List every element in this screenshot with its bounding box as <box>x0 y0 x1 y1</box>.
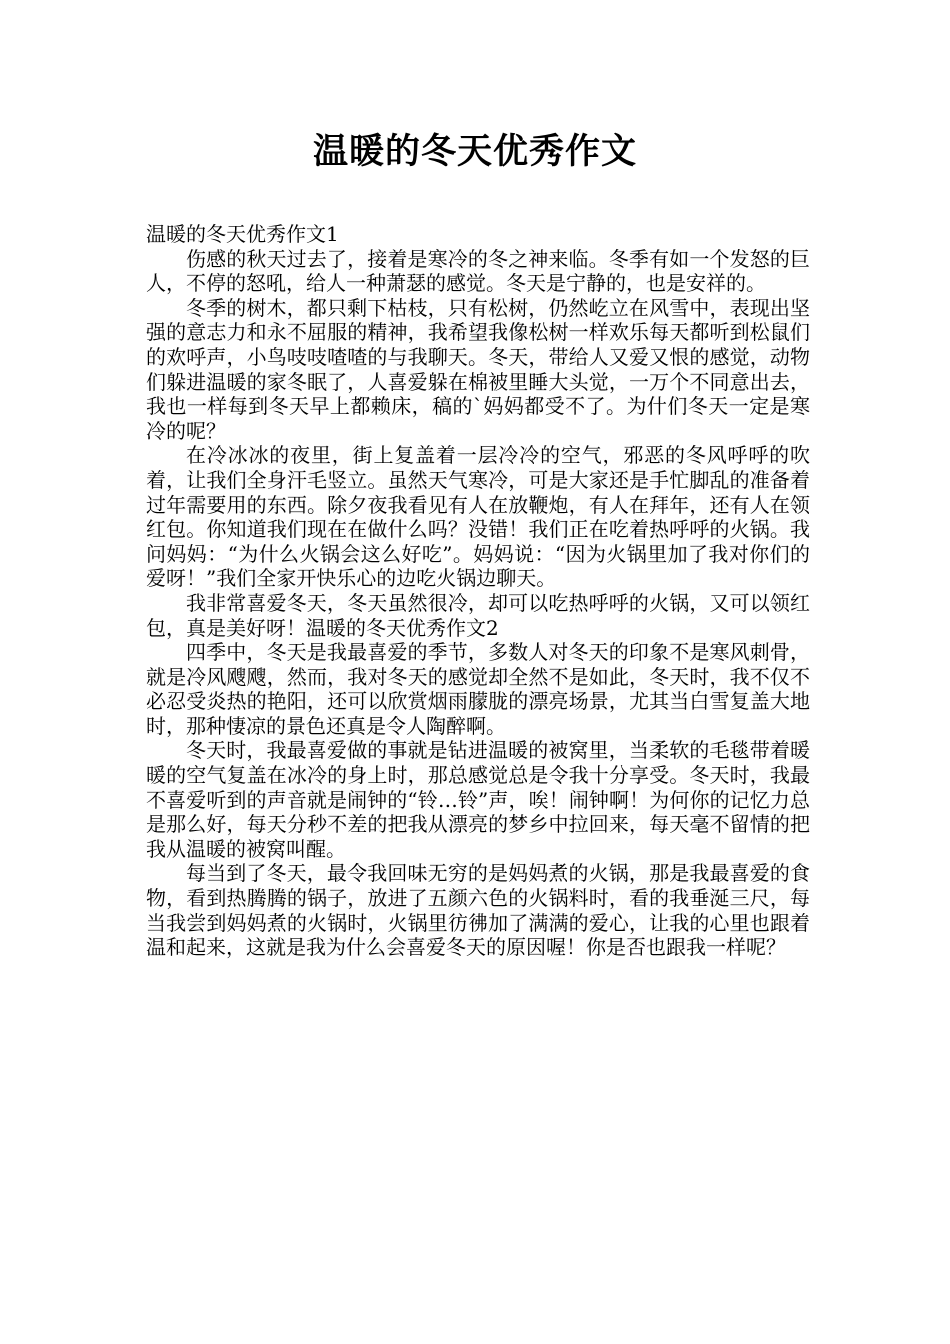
paragraph: 冬天时，我最喜爱做的事就是钻进温暖的被窝里，当柔软的毛毯带着暖暖的空气复盖在冰冷的身上时，那总感觉总是令我十分享受。冬天时，我最不喜爱听到的声音就是闹钟的“铃…铃”声，唉！闹钟啊！为何你的记忆力总是那么好，每天分秒不差的把我从漂亮的梦乡中拉回来，每天毫不留情的把我从温暖的被窝叫醒。 <box>146 738 810 861</box>
paragraph: 伤感的秋天过去了，接着是寒冷的冬之神来临。冬季有如一个发怒的巨人，不停的怒吼，给人一种萧瑟的感觉。冬天是宁静的，也是安祥的。 <box>146 246 810 296</box>
paragraph: 在冷冰冰的夜里，街上复盖着一层冷冷的空气，邪恶的冬风呼呼的吹着，让我们全身汗毛竖立。虽然天气寒冷，可是大家还是手忙脚乱的准备着过年需要用的东西。除夕夜我看见有人在放鞭炮，有人在拜年，还有人在领红包。你知道我们现在在做什么吗？没错！我们正在吃着热呼呼的火锅。我问妈妈：“为什么火锅会这么好吃”。妈妈说：“因为火锅里加了我对你们的爱呀！”我们全家开快乐心的边吃火锅边聊天。 <box>146 443 810 591</box>
document-body <box>146 222 810 960</box>
paragraph: 温暖的冬天优秀作文1 <box>146 222 339 246</box>
paragraph: 冬季的树木，都只剩下枯枝，只有松树，仍然屹立在风雪中，表现出坚强的意志力和永不屈服的精神，我希望我像松树一样欢乐每天都听到松鼠们的欢呼声，小鸟吱吱喳喳的与我聊天。冬天，带给人又爱又恨的感觉，动物们躲进温暖的家冬眠了，人喜爱躲在棉被里睡大头觉，一万个不同意出去，我也一样每到冬天早上都赖床，稿的`妈妈都受不了。为什们冬天一定是寒冷的呢？ <box>146 295 810 443</box>
document-title: 温暖的冬天优秀作文 <box>312 132 637 172</box>
paragraph: 四季中，冬天是我最喜爱的季节，多数人对冬天的印象不是寒风刺骨，就是冷风飕飕，然而，我对冬天的感觉却全然不是如此，冬天时，我不仅不必忍受炎热的艳阳，还可以欣赏烟雨朦胧的漂亮场景，尤其当白雪复盖大地时，那种悽凉的景色还真是令人陶醉啊。 <box>146 640 810 738</box>
paragraph: 我非常喜爱冬天，冬天虽然很冷，却可以吃热呼呼的火锅，又可以领红包，真是美好呀！温暖的冬天优秀作文2 <box>146 590 810 640</box>
paragraph: 每当到了冬天，最令我回味无穷的是妈妈煮的火锅，那是我最喜爱的食物，看到热腾腾的锅子，放进了五颜六色的火锅料时，看的我垂涎三尺，每当我尝到妈妈煮的火锅时，火锅里彷彿加了满满的爱心，让我的心里也跟着温和起来，这就是我为什么会喜爱冬天的原因喔！你是否也跟我一样呢？ <box>146 861 810 960</box>
